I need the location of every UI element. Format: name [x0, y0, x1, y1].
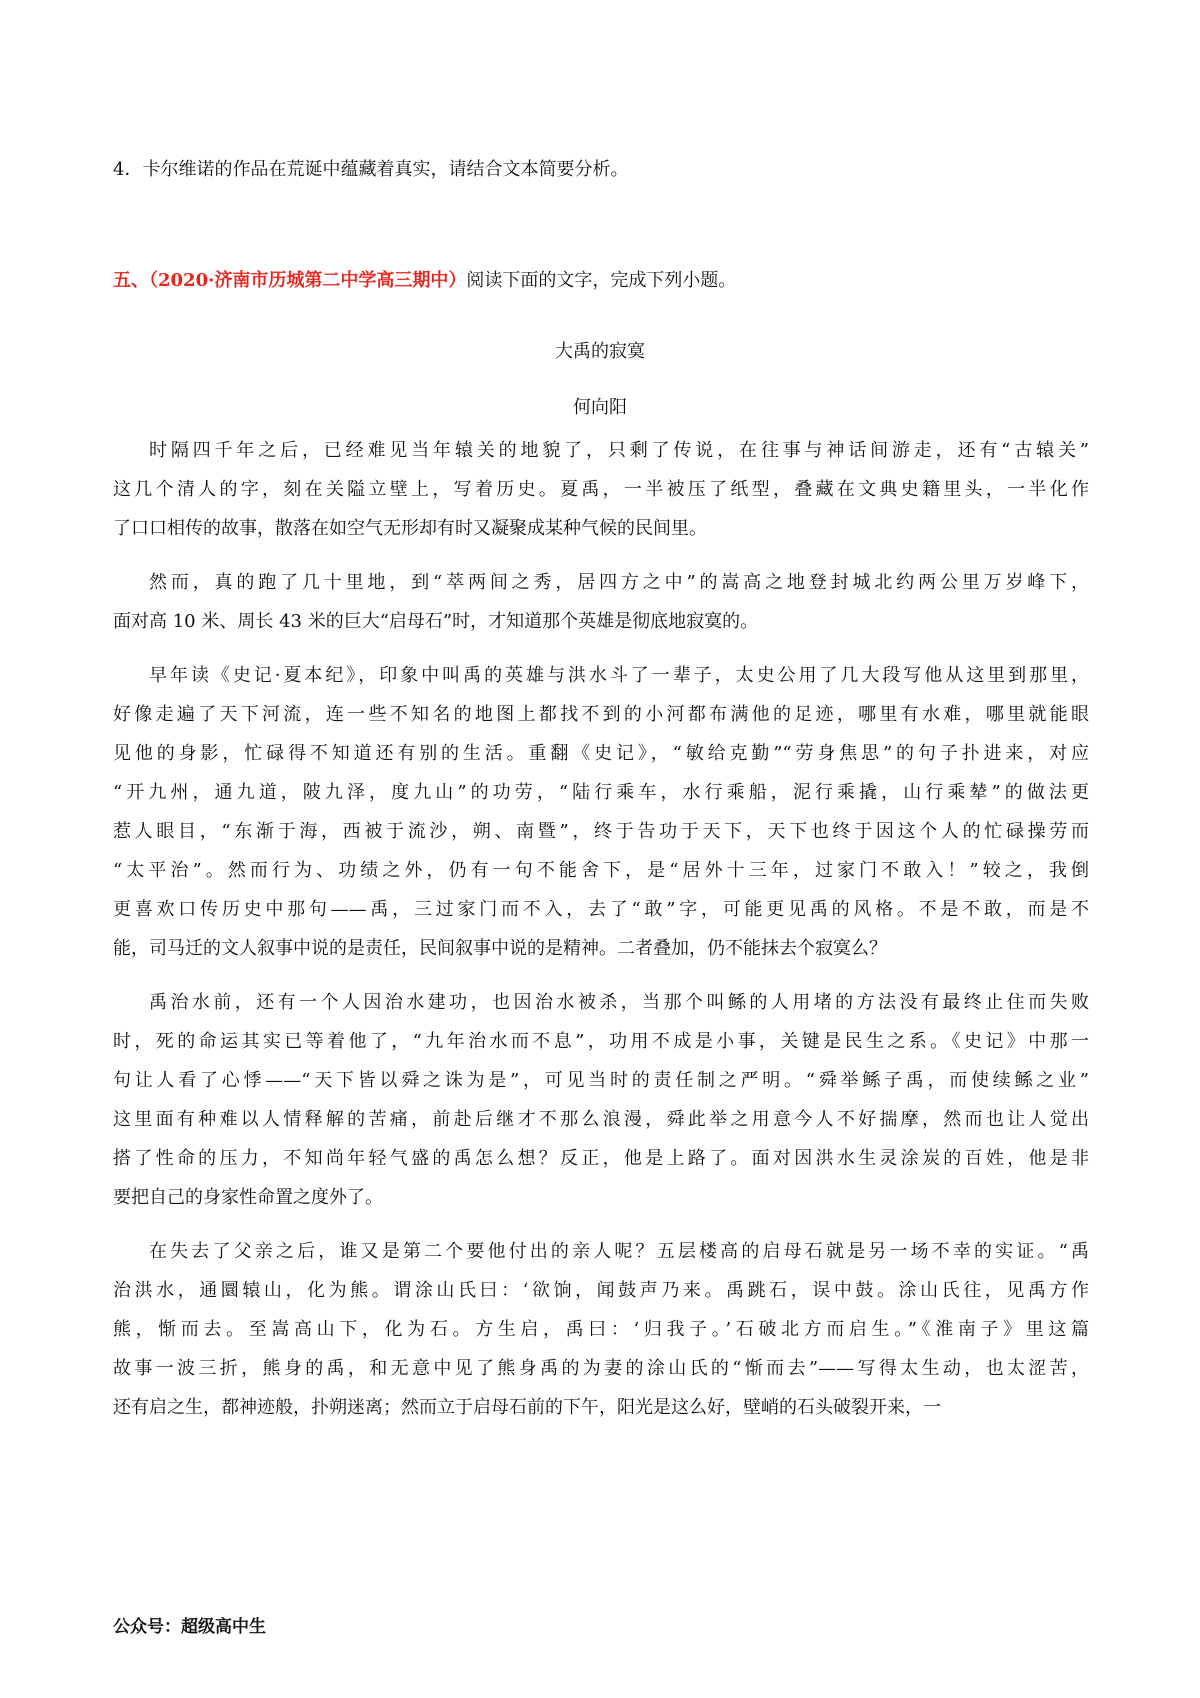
- paragraph-line: “开九州，通九道，陂九泽，度九山”的功劳，“陆行乘车，水行乘船，泥行乘撬，山行乘辇”的做法更: [113, 782, 1089, 803]
- section-heading: [113, 267, 736, 295]
- paragraph-line: “太平治”。然而行为、功绩之外，仍有一句不能舍下，是“居外十三年，过家门不敢入！”较之，我倒: [113, 860, 1089, 881]
- paragraph-line: 见他的身影，忙碌得不知道还有别的生活。重翻《史记》，“敏给克勤”“劳身焦思”的句子扑进来，对应: [113, 743, 1089, 764]
- paragraph-line: 了口口相传的故事，散落在如空气无形却有时又凝聚成某种气候的民间里。: [113, 518, 707, 539]
- paragraph-line: 这里面有种难以人情释解的苦痛，前赴后继才不那么浪漫，舜此举之用意今人不好揣摩，然而也让人觉出: [113, 1109, 1089, 1130]
- paragraph-line: 禹治水前，还有一个人因治水建功，也因治水被杀，当那个叫鲧的人用堵的方法没有最终止住而失败: [149, 992, 1089, 1013]
- paragraph-line: 好像走遍了天下河流，连一些不知名的地图上都找不到的小河都布满他的足迹，哪里有水难，哪里就能眼: [113, 704, 1089, 725]
- paragraph-line: 早年读《史记·夏本纪》，印象中叫禹的英雄与洪水斗了一辈子，太史公用了几大段写他从这里到那里，: [149, 665, 1089, 686]
- paragraph-line: 时隔四千年之后，已经难见当年辕关的地貌了，只剩了传说，在往事与神话间游走，还有“古辕关”: [149, 440, 1089, 461]
- paragraph-line: 更喜欢口传历史中那句——禹，三过家门而不入，去了“敢”字，可能更见禹的风格。不是不敢，而是不: [113, 899, 1089, 920]
- article-body: [113, 436, 1089, 1447]
- paragraph-line: 惹人眼目，“东渐于海，西被于流沙，朔、南暨”，终于告功于天下，天下也终于因这个人的忙碌操劳而: [113, 821, 1089, 842]
- article-paragraph: [113, 1237, 1089, 1423]
- paragraph-line: 句让人看了心悸——“天下皆以舜之诛为是”，可见当时的责任制之严明。“舜举鲧子禹，而使续鲧之业”: [113, 1070, 1089, 1091]
- article-title: 大禹的寂寞: [555, 341, 645, 362]
- article-paragraph: [113, 436, 1089, 544]
- article-paragraph: [113, 988, 1089, 1213]
- question-4: 4．卡尔维诺的作品在荒诞中蕴藏着真实，请结合文本简要分析。: [113, 159, 629, 180]
- paragraph-line: 然而，真的跑了几十里地，到“萃两间之秀，居四方之中”的嵩高之地登封城北约两公里万岁峰下，: [149, 572, 1089, 593]
- paragraph-line: 要把自己的身家性命置之度外了。: [113, 1187, 383, 1208]
- paragraph-line: 故事一波三折，熊身的禹，和无意中见了熊身禹的为妻的涂山氏的“惭而去”——写得太生动，也太涩苦，: [113, 1358, 1089, 1379]
- article-paragraph: [113, 568, 1089, 637]
- footer-account: 公众号：超级高中生: [113, 1617, 266, 1636]
- paragraph-line: 熊，惭而去。至嵩高山下，化为石。方生启，禹曰：‘归我子。’石破北方而启生。”《淮南子》里这篇: [113, 1319, 1089, 1340]
- paragraph-line: 时，死的命运其实已等着他了，“九年治水而不息”，功用不成是小事，关键是民生之系。《史记》中那一: [113, 1031, 1089, 1052]
- paragraph-line: 在失去了父亲之后，谁又是第二个要他付出的亲人呢？五层楼高的启母石就是另一场不幸的实证。“禹: [149, 1241, 1089, 1262]
- section-instruction: 阅读下面的文字，完成下列小题。: [466, 270, 737, 291]
- paragraph-line: 面对高 10 米、周长 43 米的巨大“启母石”时，才知道那个英雄是彻底地寂寞的。: [113, 611, 759, 632]
- paragraph-line: 能，司马迁的文人叙事中说的是责任，民间叙事中说的是精神。二者叠加，仍不能抹去个寂寞么？: [113, 938, 887, 959]
- section-source-tag: 五、（2020·济南市历城第二中学高三期中）: [113, 270, 467, 291]
- paragraph-line: 还有启之生，都神迹般，扑朔迷离；然而立于启母石前的下午，阳光是这么好，壁峭的石头破裂开来，一: [113, 1397, 941, 1418]
- paragraph-line: 搭了性命的压力，不知尚年轻气盛的禹怎么想？反正，他是上路了。面对因洪水生灵涂炭的百姓，他是非: [113, 1148, 1089, 1169]
- article-paragraph: [113, 661, 1089, 964]
- paragraph-line: 治洪水，通圜辕山，化为熊。谓涂山氏曰：‘欲饷，闻鼓声乃来。禹跳石，误中鼓。涂山氏往，见禹方作: [113, 1280, 1089, 1301]
- article-author: 何向阳: [573, 397, 627, 418]
- paragraph-line: 这几个清人的字，刻在关隘立壁上，写着历史。夏禹，一半被压了纸型，叠藏在文典史籍里头，一半化作: [113, 479, 1089, 500]
